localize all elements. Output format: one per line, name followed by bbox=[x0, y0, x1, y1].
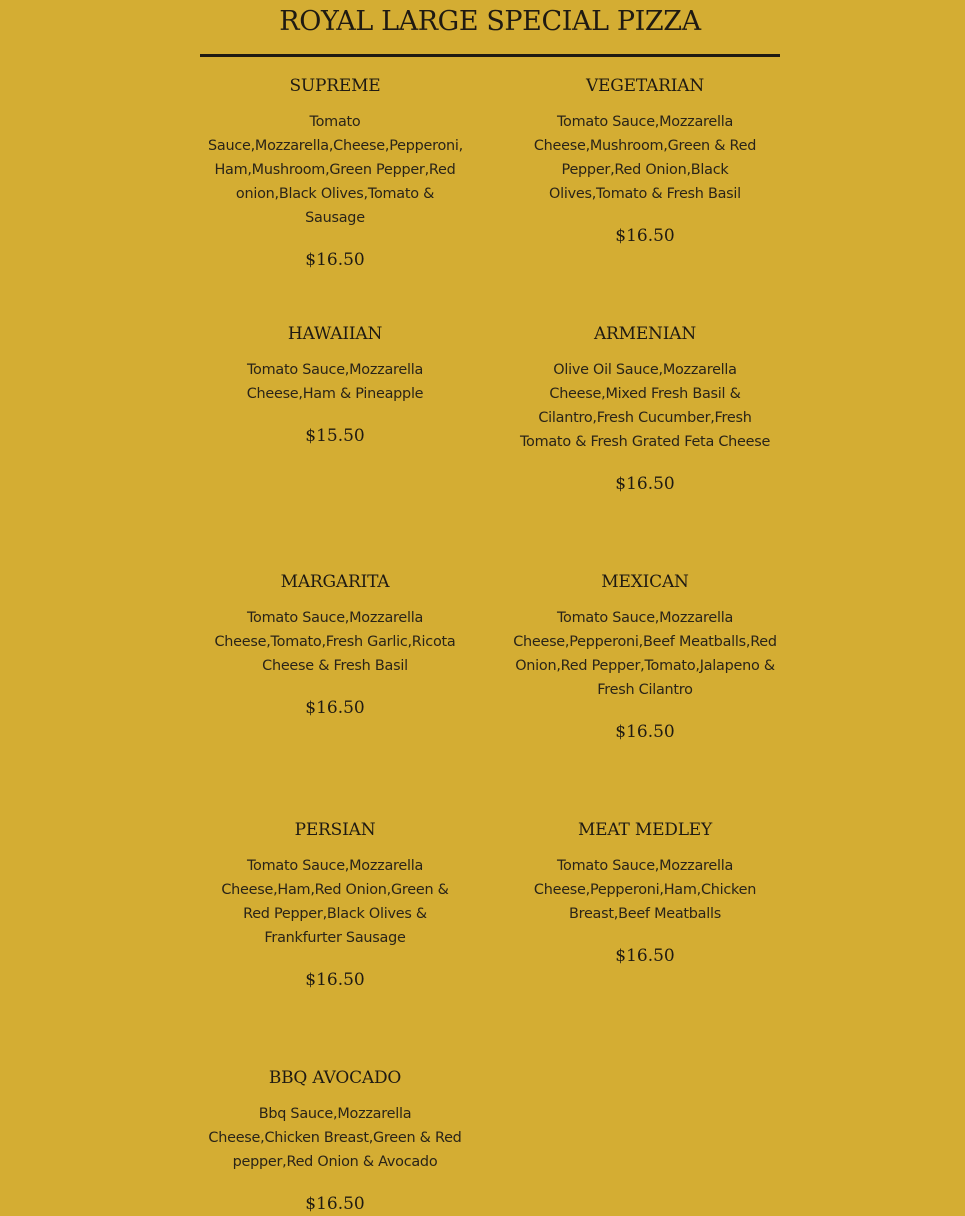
menu-title: ROYAL LARGE SPECIAL PIZZA bbox=[279, 6, 701, 37]
pizza-description: Bbq Sauce,Mozzarella Cheese,Chicken Breast,Green & Red pepper,Red Onion & Avocado bbox=[208, 1106, 462, 1170]
pizza-name: MEXICAN bbox=[601, 572, 689, 592]
pizza-price: $16.50 bbox=[615, 722, 675, 742]
pizza-description: Tomato Sauce,Mozzarella,Cheese,Pepperoni, Ham,Mushroom,Green Pepper,Red onion,Black Olives,Tomato & Sausage bbox=[208, 114, 463, 226]
pizza-item-meat-medley bbox=[510, 816, 780, 968]
pizza-description: Tomato Sauce,Mozzarella Cheese,Ham,Red Onion,Green & Red Pepper,Black Olives & Frankfurter Sausage bbox=[221, 858, 449, 946]
pizza-price: $16.50 bbox=[305, 698, 365, 718]
pizza-name: PERSIAN bbox=[294, 820, 376, 840]
pizza-item-mexican bbox=[510, 568, 780, 744]
pizza-price: $16.50 bbox=[305, 1194, 365, 1214]
pizza-item-hawaiian bbox=[200, 320, 470, 448]
pizza-item-vegetarian bbox=[510, 72, 780, 248]
pizza-price: $16.50 bbox=[615, 946, 675, 966]
pizza-item-bbq-avocado bbox=[200, 1064, 470, 1216]
pizza-description: Tomato Sauce,Mozzarella Cheese,Ham & Pineapple bbox=[246, 362, 424, 402]
pizza-item-persian bbox=[200, 816, 470, 992]
pizza-price: $15.50 bbox=[305, 426, 365, 446]
pizza-price: $16.50 bbox=[615, 474, 675, 494]
pizza-description: Tomato Sauce,Mozzarella Cheese,Mushroom,Green & Red Pepper,Red Onion,Black Olives,Tomato & Fresh Basil bbox=[533, 114, 757, 202]
pizza-price: $16.50 bbox=[305, 970, 365, 990]
pizza-name: SUPREME bbox=[289, 76, 381, 96]
pizza-name: HAWAIIAN bbox=[287, 324, 383, 344]
pizza-description: Tomato Sauce,Mozzarella Cheese,Pepperoni,Ham,Chicken Breast,Beef Meatballs bbox=[533, 858, 757, 922]
pizza-item-supreme bbox=[200, 72, 470, 272]
pizza-name: MARGARITA bbox=[280, 572, 390, 592]
pizza-price: $16.50 bbox=[615, 226, 675, 246]
pizza-item-margarita bbox=[200, 568, 470, 720]
pizza-name: ARMENIAN bbox=[593, 324, 697, 344]
pizza-name: VEGETARIAN bbox=[585, 76, 705, 96]
pizza-description: Tomato Sauce,Mozzarella Cheese,Tomato,Fresh Garlic,Ricota Cheese & Fresh Basil bbox=[214, 610, 456, 674]
pizza-menu bbox=[200, 0, 780, 1214]
pizza-price: $16.50 bbox=[305, 250, 365, 270]
title-divider bbox=[200, 54, 780, 57]
pizza-description: Tomato Sauce,Mozzarella Cheese,Pepperoni,Beef Meatballs,Red Onion,Red Pepper,Tomato,Jalapeno & Fresh Cilantro bbox=[513, 610, 777, 698]
pizza-name: MEAT MEDLEY bbox=[577, 820, 713, 840]
pizza-name: BBQ AVOCADO bbox=[268, 1068, 402, 1088]
pizza-item-armenian bbox=[510, 320, 780, 496]
pizza-description: Olive Oil Sauce,Mozzarella Cheese,Mixed Fresh Basil & Cilantro,Fresh Cucumber,Fresh Tomato & Fresh Grated Feta Cheese bbox=[519, 362, 771, 450]
